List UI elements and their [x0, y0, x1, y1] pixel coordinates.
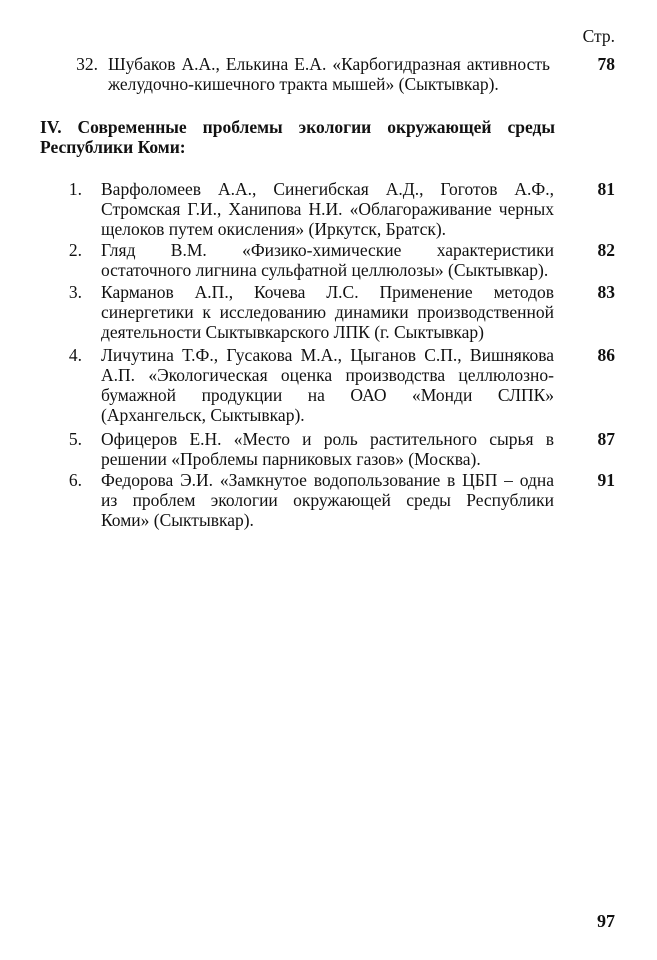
entry-line: синергетики к исследованию динамики производственной [101, 302, 554, 322]
entry-line: желудочно-кишечного тракта мышей» (Сыктывкар). [108, 74, 499, 94]
entry-line: Шубаков А.А., Елькина Е.А. «Карбогидразная активность [108, 54, 550, 74]
entry-page: 91 [597, 470, 615, 490]
entry-line: Коми» (Сыктывкар). [101, 510, 254, 530]
entry-line: Личутина Т.Ф., Гусакова М.А., Цыганов С.П., Вишнякова [101, 345, 554, 365]
entry-page: 78 [597, 54, 615, 74]
entry-number: 32. [76, 54, 98, 74]
entry-line: Гляд В.М. «Физико-химические характеристики [101, 240, 554, 260]
entry-line: Карманов А.П., Кочева Л.С. Применение методов [101, 282, 554, 302]
section-heading [40, 117, 555, 157]
entry-text [101, 179, 554, 239]
entry-text [101, 429, 554, 469]
entry-line: бумажной продукции на ОАО «Монди СЛПК» [101, 385, 554, 405]
page-number: 97 [597, 911, 615, 931]
entry-text [101, 345, 554, 425]
entry-text [101, 470, 554, 530]
entry-number: 4. [68, 345, 82, 365]
entry-line: Стромская Г.И., Ханипова Н.И. «Облагораживание черных [101, 199, 554, 219]
entry-line: (Архангельск, Сыктывкар). [101, 405, 305, 425]
entry-line: А.П. «Экологическая оценка производства целлюлозно- [101, 365, 554, 385]
entry-line: щелоков путем окисления» (Иркутск, Братск). [101, 219, 447, 239]
entry-line: остаточного лигнина сульфатной целлюлозы» (Сыктывкар). [101, 260, 549, 280]
entry-number: 6. [68, 470, 82, 490]
entry-page: 83 [597, 282, 615, 302]
entry-text [101, 240, 554, 280]
entry-text [108, 54, 550, 94]
entry-text [101, 282, 554, 342]
entry-page: 86 [597, 345, 615, 365]
entry-line: Варфоломеев А.А., Синегибская А.Д., Гоготов А.Ф., [101, 179, 554, 199]
entry-line: из проблем экологии окружающей среды Республики [101, 490, 554, 510]
entry-page: 81 [597, 179, 615, 199]
section-heading-line: IV. Современные проблемы экологии окружающей среды [40, 117, 555, 137]
entry-line: Офицеров Е.Н. «Место и роль растительного сырья в [101, 429, 554, 449]
page-column-label: Стр. [582, 26, 615, 46]
section-heading-line: Республики Коми: [40, 137, 186, 157]
entry-line: Федорова Э.И. «Замкнутое водопользование в ЦБП – одна [101, 470, 554, 490]
entry-page: 82 [597, 240, 615, 260]
entry-number: 1. [68, 179, 82, 199]
entry-number: 3. [68, 282, 82, 302]
entry-page: 87 [597, 429, 615, 449]
entry-number: 5. [68, 429, 82, 449]
entry-number: 2. [68, 240, 82, 260]
entry-line: деятельности Сыктывкарского ЛПК (г. Сыктывкар) [101, 322, 484, 342]
entry-line: решении «Проблемы парниковых газов» (Москва). [101, 449, 481, 469]
